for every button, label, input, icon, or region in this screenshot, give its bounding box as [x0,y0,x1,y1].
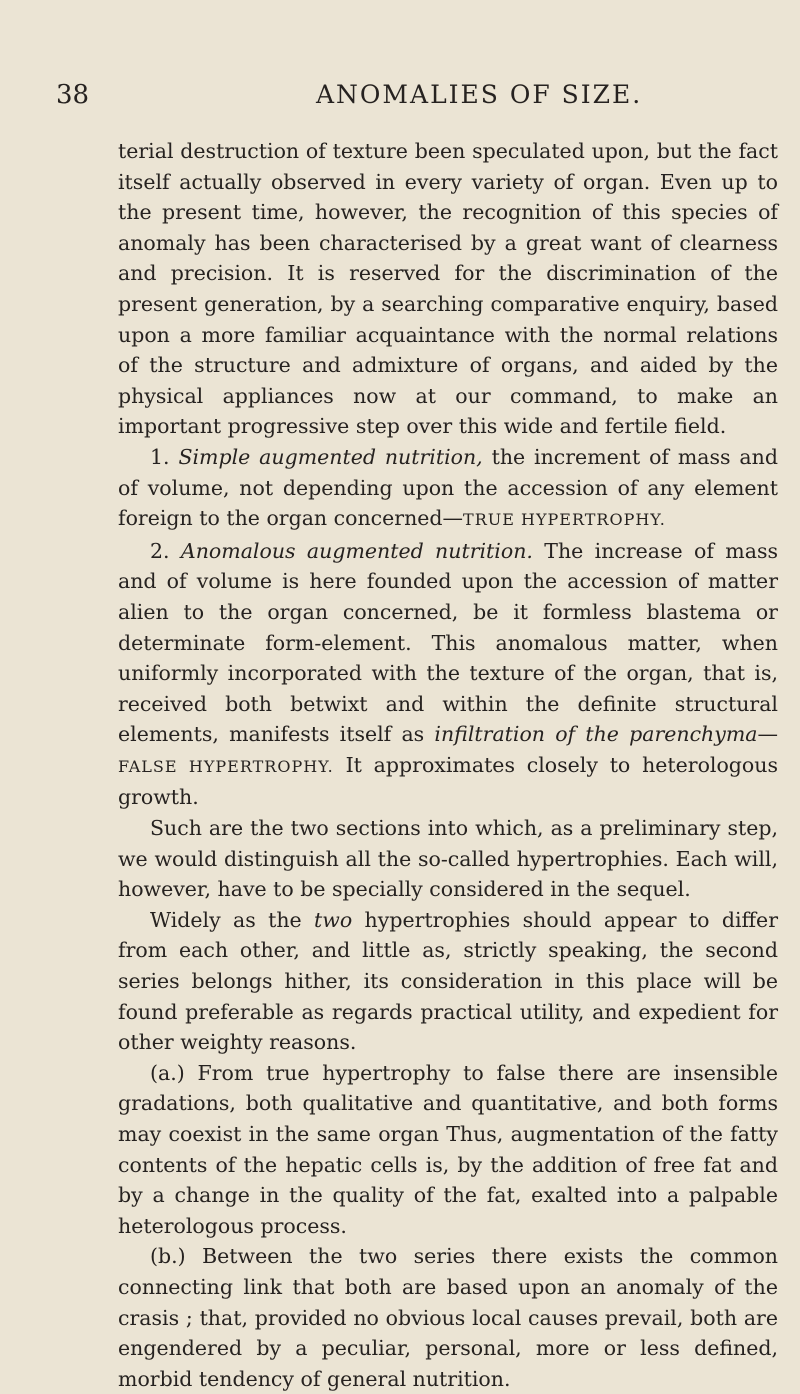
section-number: 2. [150,538,170,563]
paragraph-text: From true hypertrophy to false there are insensible gradations, both qualitative and quantitative, and both forms may coexist in the same organ Thus, augmentation of the fatty contents of the hepatic cells is, by the addition of free fat and by a change in the quality of the fat, exalted into a palpable heterologous process. [118,1060,778,1238]
paragraph-text: the increment of mass and of volume, not depending upon the accession of any element foreign to the organ concerned— [118,444,778,531]
paragraph-text: hypertrophies should appear to differ from each other, and little as, strictly speaking, the second series belongs hither, its consideration in this place will be found preferable as regards practical utility, and expedient for other weighty reasons. [118,907,778,1055]
dash: — [757,722,779,747]
paragraph-sections-summary [118,813,778,905]
body-text [118,136,778,1394]
section-heading: Simple augmented nutrition, [178,444,483,469]
paragraph-point-b [118,1241,778,1394]
point-label: (a.) [150,1060,185,1085]
paragraph-continuation [118,136,778,442]
page-number: 38 [56,80,90,110]
section-heading: Anomalous augmented nutrition. [180,538,533,563]
paragraph-text: Such are the two sections into which, as a preliminary step, we would distinguish all the so-called hypertrophies. Each will, however, have to be specially considered in the sequel. [118,816,778,902]
section-number: 1. [150,444,170,469]
page-header [56,80,752,120]
paragraph-simple-nutrition [118,442,778,536]
paragraph-text: The increase of mass and of volume is here founded upon the accession of matter alien to the organ concerned, be it formless blastema or determinate form-element. This anomalous matter, when uniformly incorporated with the texture of the organ, that is, received both betwixt and within the definite structural elements, manifests itself as [118,538,778,747]
point-label: (b.) [150,1244,186,1269]
paragraph-text: Between the two series there exists the common connecting link that both are based upon an anomaly of the crasis ; that, provided no obvious local causes prevail, both are engendered by a peculiar, personal, more or less defined, morbid tendency of general nutrition. [118,1244,778,1391]
term-small-caps: FALSE HYPERTROPHY. [118,756,334,776]
italic-term: infiltration of the parenchyma [434,722,758,747]
term-small-caps: TRUE HYPERTROPHY. [463,510,666,530]
paragraph-text: Widely as the [150,907,302,932]
paragraph-two-hypertrophies [118,905,778,1058]
running-title: ANOMALIES OF SIZE. [316,80,643,109]
italic-word: two [314,907,353,932]
paragraph-point-a [118,1058,778,1242]
paragraph-text: terial destruction of texture been speculated upon, but the fact itself actually observed in every variety of organ. Even up to the present time, however, the recognition of this species of anomaly has been characterised by a great want of clearness and precision. It is reserved for the discrimination of the present generation, by a searching comparative enquiry, based upon a more familiar acquaintance with the normal relations of the structure and admixture of organs, and aided by the physical appliances now at our command, to make an important progressive step over this wide and fertile field. [118,139,778,439]
paragraph-text: It approximates closely to heterologous growth. [118,752,778,810]
paragraph-anomalous-nutrition [118,536,778,813]
